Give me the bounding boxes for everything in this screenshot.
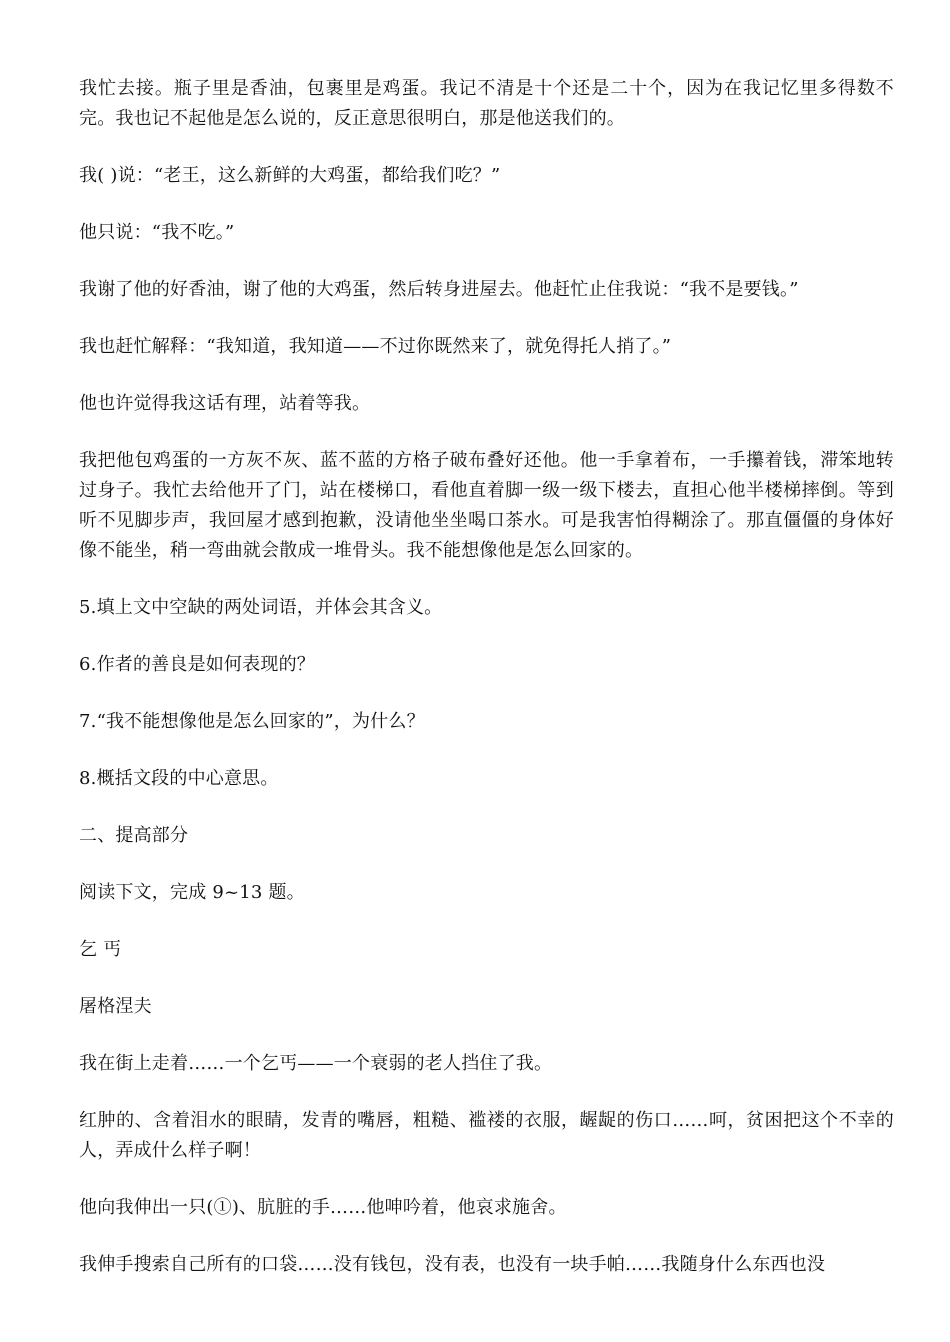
passage-paragraph-3: 他向我伸出一只(①)、肮脏的手……他呻吟着，他哀求施舍。 <box>79 1197 567 1218</box>
passage-paragraph-4: 我伸手搜索自己所有的口袋……没有钱包，没有表，也没有一块手帕……我随身什么东西也没 <box>79 1254 826 1275</box>
question-5: 5.填上文中空缺的两处词语，并体会其含义。 <box>79 597 443 618</box>
section-heading: 二、提高部分 <box>79 825 189 846</box>
passage-paragraph-1: 我在街上走着……一个乞丐——一个衰弱的老人挡住了我。 <box>79 1053 553 1074</box>
paragraph-dialogue-4: 我也赶忙解释：“我知道，我知道——不过你既然来了，就免得托人捎了。” <box>79 336 672 357</box>
question-7: 7.“我不能想像他是怎么回家的”，为什么？ <box>79 711 425 732</box>
paragraph-dialogue-2: 他只说：“我不吃。” <box>79 222 235 243</box>
paragraph-farewell: 我把他包鸡蛋的一方灰不灰、蓝不蓝的方格子破布叠好还他。他一手拿着布，一手攥着钱，滞笨地转过身子。我忙去给他开了门，站在楼梯口，看他直着脚一级一级下楼去，直担心他半楼梯摔倒。等到听不见脚步声，我回屋才感到抱歉，没请他坐坐喝口茶水。可是我害怕得糊涂了。那直僵僵的身体好像不能坐，稍一弯曲就会散成一堆骨头。我不能想像他是怎么回家的。 <box>79 450 894 561</box>
passage-author: 屠格涅夫 <box>79 996 152 1017</box>
paragraph-laowang-gift: 我忙去接。瓶子里是香油，包裹里是鸡蛋。我记不清是十个还是二十个，因为在我记忆里多得数不完。我也记不起他是怎么说的，反正意思很明白，那是他送我们的。 <box>79 78 894 129</box>
paragraph-dialogue-3: 我谢了他的好香油，谢了他的大鸡蛋，然后转身进屋去。他赶忙止住我说：“我不是要钱。” <box>79 279 799 300</box>
paragraph-waiting: 他也许觉得我这话有理，站着等我。 <box>79 393 371 414</box>
paragraph-dialogue-1: 我( )说：“老王，这么新鲜的大鸡蛋，都给我们吃？” <box>79 165 501 186</box>
reading-instruction: 阅读下文，完成 9~13 题。 <box>79 882 305 903</box>
passage-paragraph-2: 红肿的、含着泪水的眼睛，发青的嘴唇，粗糙、褴褛的衣服，龌龊的伤口……呵，贫困把这个不幸的人，弄成什么样子啊！ <box>79 1110 894 1161</box>
document-page <box>79 74 894 1280</box>
question-6: 6.作者的善良是如何表现的？ <box>79 654 315 675</box>
question-8: 8.概括文段的中心意思。 <box>79 768 279 789</box>
passage-title: 乞 丐 <box>79 939 122 960</box>
